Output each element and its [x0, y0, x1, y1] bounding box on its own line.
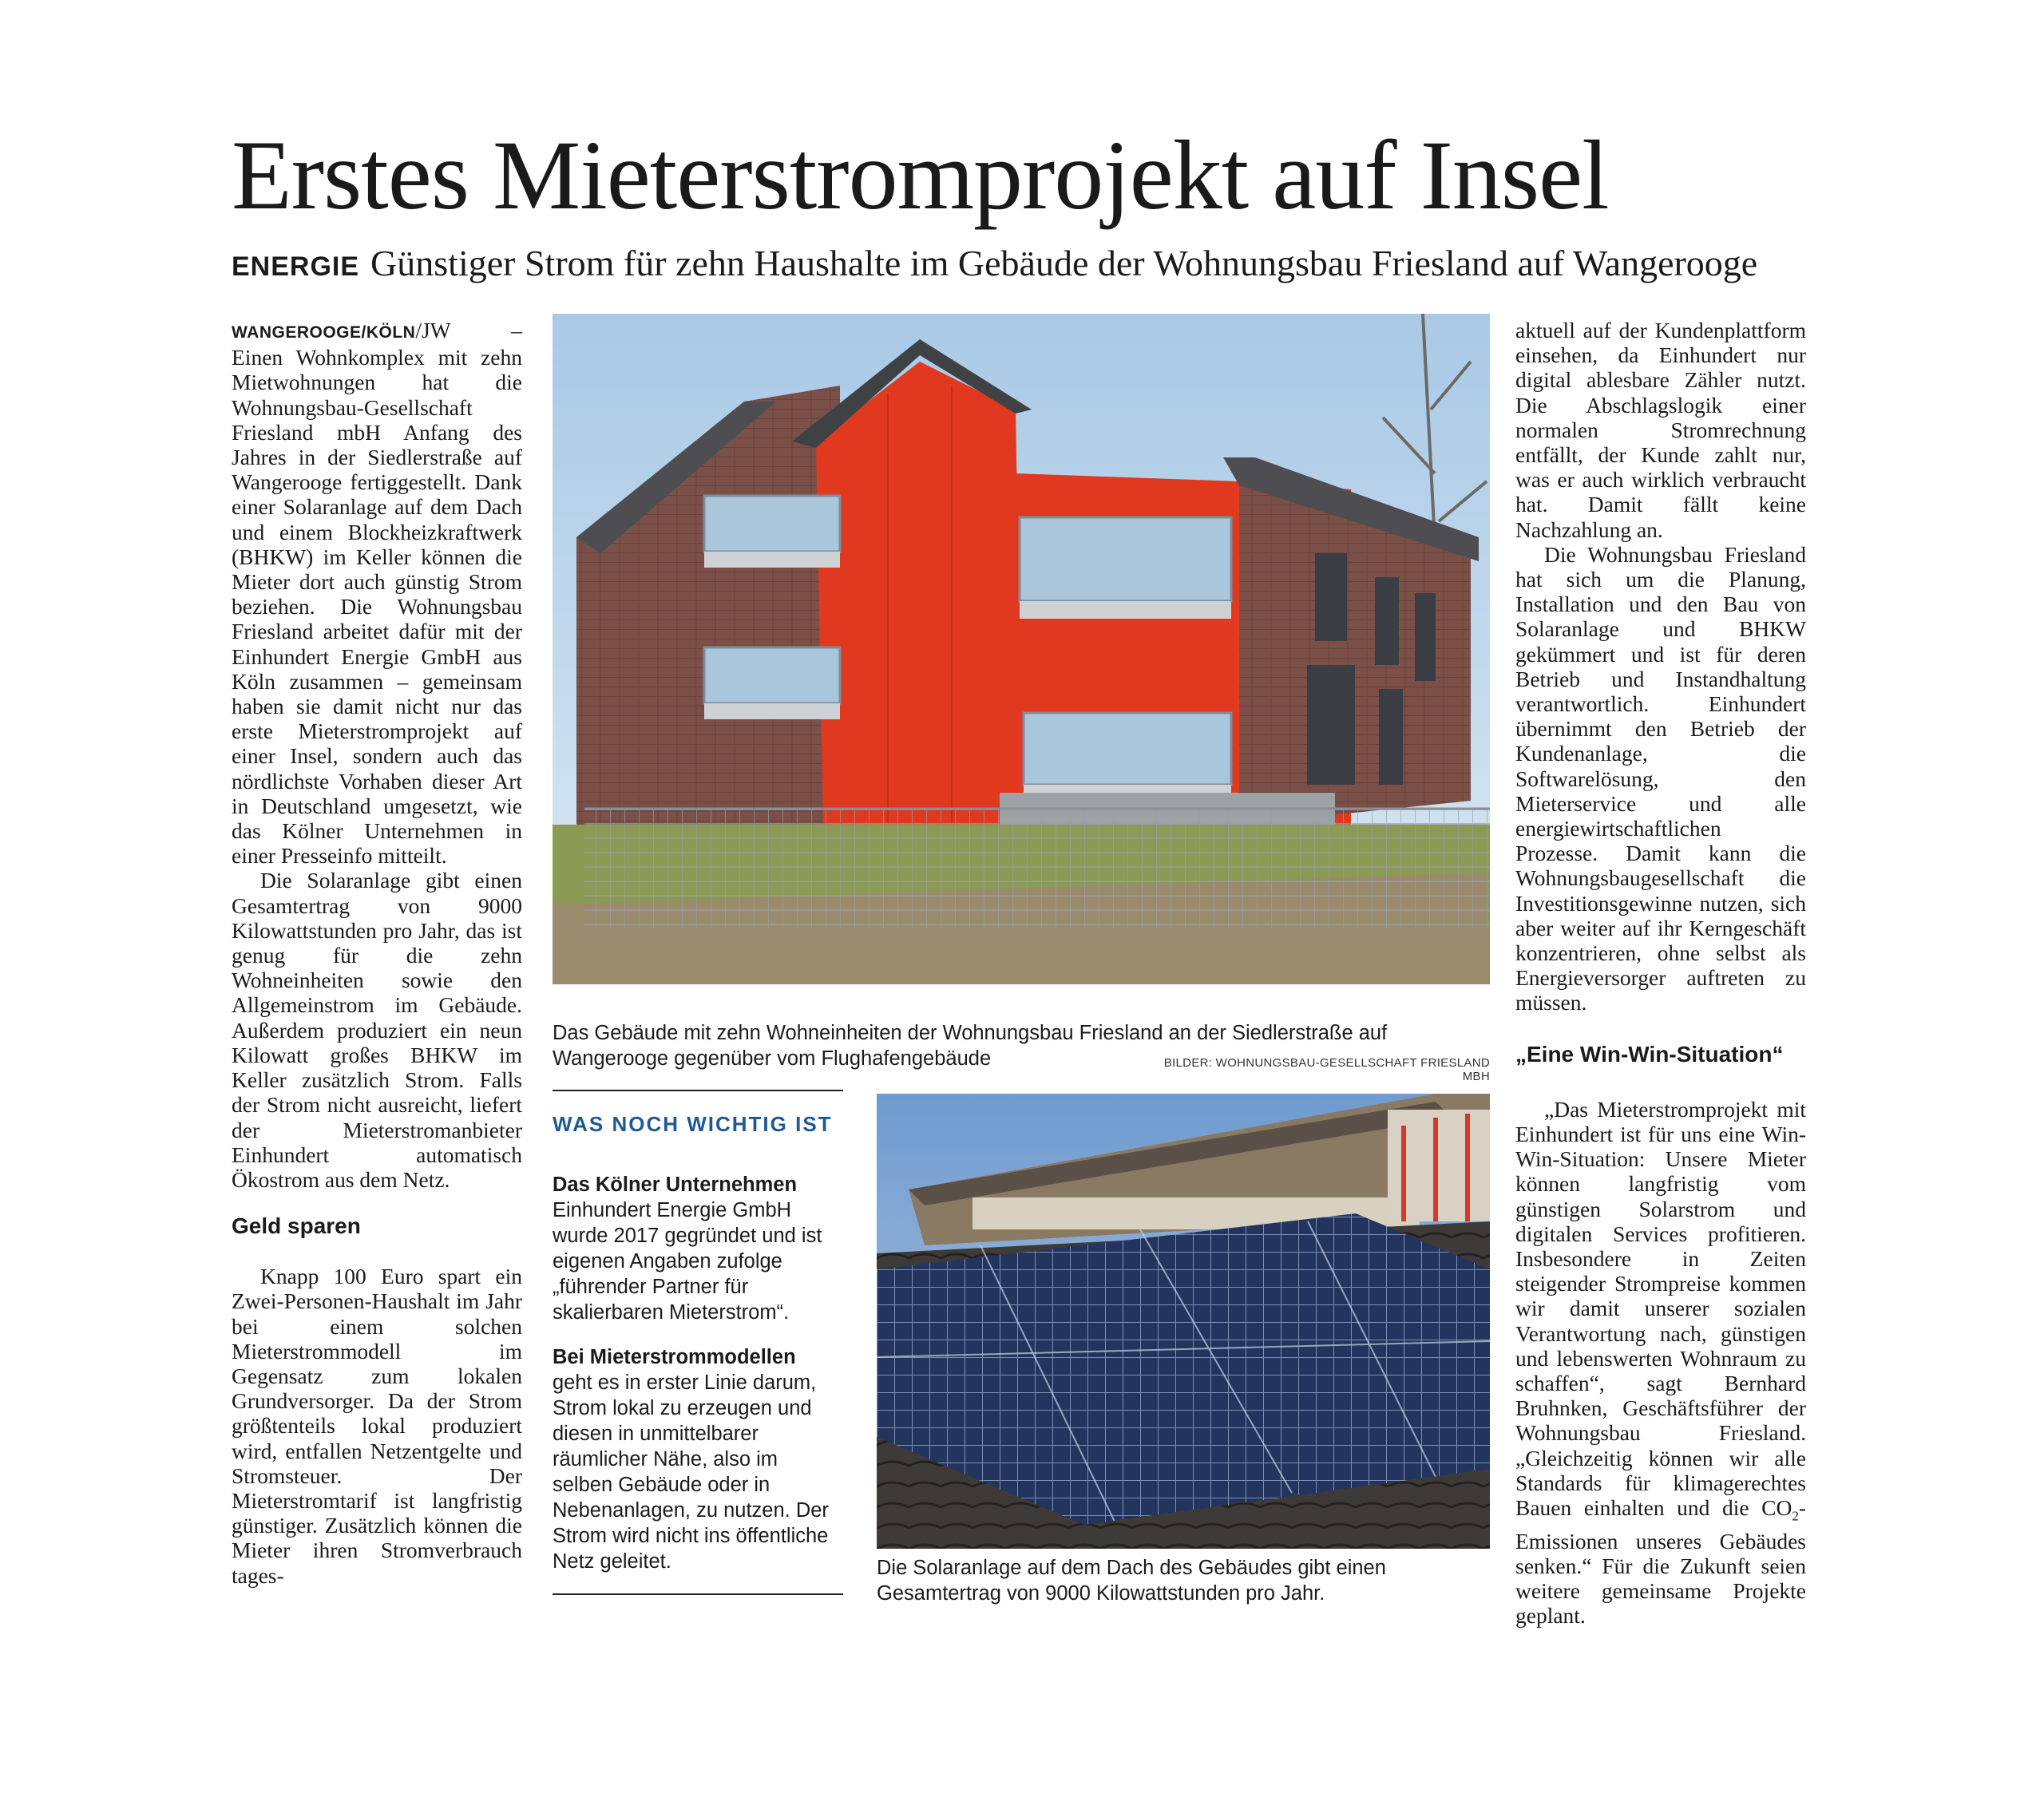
paragraph: Die Wohnungsbau Friesland hat sich um die Planung, Installation und den Bau von Solaranlage und BHKW gekümmert und ist für deren Betrieb und Instandhaltung verantwortlich. Einhundert übernimmt den Betrieb der Kundenanlage, die Softwarelösung, den Mieterservice und alle energiewirtschaftlichen Prozesse. Damit kann die Wohnungsbaugesellschaft die Investitionsgewinne nutzen, sich aber weiter auf ihr Kerngeschäft konzentrieren, ohne selbst als Energieversorger auftreten zu müssen.	[1515, 541, 1806, 1015]
photo-1-caption: Das Gebäude mit zehn Wohneinheiten der Wohnungsbau Friesland an der Siedlerstraße auf Wangerooge gegenüber vom Flughafengebäude	[553, 1022, 1388, 1070]
building-illustration	[553, 314, 1490, 984]
dateline: WANGEROOGE/KÖLN	[232, 323, 416, 342]
headline: Erstes Mieterstromprojekt auf Insel	[232, 121, 1609, 230]
photo-credit: BILDER: WOHNUNGSBAU-GESELLSCHAFT FRIESLAND MBH	[1163, 1056, 1490, 1083]
info-box	[553, 1090, 843, 1595]
subhead: Geld sparen	[232, 1213, 361, 1239]
solar-panel-illustration	[877, 1094, 1490, 1549]
info-box-bottom-rule	[553, 1593, 843, 1595]
subheadline-row	[232, 239, 1828, 291]
article-column-1	[232, 318, 522, 1588]
info-lead: Bei Mieterstrommodellen	[553, 1346, 796, 1368]
info-lead: Das Kölner Unternehmen	[553, 1174, 798, 1196]
info-text: Einhundert Energie GmbH wurde 2017 gegründet und ist eigenen Angaben zufolge „führender Partner für skalierbaren Mieterstrom“.	[553, 1199, 822, 1324]
paragraph-text: -Emissionen unseres Gebäudes senken.“ Für die Zukunft seien weitere gemeinsame Projekte geplant.	[1515, 1494, 1806, 1629]
paragraph	[232, 318, 522, 868]
solar-panel-photo	[877, 1094, 1490, 1549]
paragraph-text: Einen Wohnkomplex mit zehn Mietwohnungen hat die Wohnungsbau-Gesellschaft Friesland mbH Anfang des Jahres in der Siedlerstraße auf Wangerooge fertiggestellt. Dank einer Solaranlage auf dem Dach und einem Blockheizkraftwerk (BHKW) im Keller können die Mieter dort auch günstig Strom beziehen. Die Wohnungsbau Friesland arbeitet dafür mit der Einhundert Energie GmbH aus Köln zusammen – gemeinsam haben sie damit nicht nur das erste Mieterstromprojekt auf einer Insel, sondern auch das nördlichste Vorhaben dieser Art in Deutschland umgesetzt, wie das Kölner Unternehmen in einer Presseinfo mitteilt.	[232, 345, 522, 869]
photo-2-caption: Die Solaranlage auf dem Dach des Gebäudes gibt einen Gesamtertrag von 9000 Kilowattstunden pro Jahr.	[877, 1557, 1386, 1605]
kicker: ENERGIE	[232, 251, 360, 282]
info-box-top-rule	[553, 1090, 843, 1091]
paragraph: Knapp 100 Euro spart ein Zwei-Personen-Haushalt im Jahr bei einem solchen Mieterstrommodell im Gegensatz zum lokalen Grundversorger. Da der Strom größtenteils lokal produziert wird, entfallen Netzentgelte und Stromsteuer. Der Mieterstromtarif ist langfristig günstiger. Zusätzlich können die Mieter ihren Stromverbrauch tages-	[232, 1264, 522, 1588]
paragraph: aktuell auf der Kundenplattform einsehen, da Einhundert nur digital ablesbare Zähler nutzt. Die Abschlagslogik einer normalen Stromrechnung entfällt, der Kunde zahlt nur, was er auch wirklich verbraucht hat. Damit fällt keine Nachzahlung an.	[1515, 318, 1806, 542]
paragraph	[1515, 1097, 1806, 1629]
paragraph-text: „Das Mieterstromprojekt mit Einhundert ist für uns eine Win-Win-Situation: Unsere Mieter können langfristig vom günstigen Solarstrom und digitalen Services profitieren. Insbesondere in Zeiten steigender Strompreise kommen wir damit unserer sozialen Verantwortung nach, günstigen und lebenswerten Wohnraum zu schaffen“, sagt Bernhard Bruhnken, Geschäftsführer der Wohnungsbau Friesland. „Gleichzeitig können wir alle Standards für klimagerechtes Bauen einhalten und die CO	[1515, 1096, 1806, 1520]
paragraph: Die Solaranlage gibt einen Gesamtertrag von 9000 Kilowattstunden pro Jahr, das ist genug für die zehn Wohneinheiten sowie den Allgemeinstrom im Gebäude. Außerdem produziert ein neun Kilowatt großes BHKW im Keller zusätzlich Strom. Falls der Strom nicht ausreicht, liefert der Mieterstromanbieter Einhundert automatisch Ökostrom aus dem Netz.	[232, 868, 522, 1192]
info-text: geht es in erster Linie darum, Strom lokal zu erzeugen und diesen in unmittelbarer räumlicher Nähe, also im selben Gebäude oder in Nebenanlagen, zu nutzen. Der Strom wird nicht ins öffentliche Netz geleitet.	[553, 1371, 829, 1573]
dateline-author: /JW –	[415, 318, 522, 342]
info-box-heading: WAS NOCH WICHTIG IST	[553, 1112, 833, 1136]
subheadline: Günstiger Strom für zehn Haushalte im Gebäude der Wohnungsbau Friesland auf Wangerooge	[370, 243, 1758, 283]
subhead: „Eine Win-Win-Situation“	[1515, 1041, 1784, 1067]
subscript: 2	[1792, 1508, 1799, 1524]
building-photo	[553, 314, 1490, 984]
info-box-text	[553, 1172, 843, 1574]
article-column-4	[1515, 318, 1806, 1628]
